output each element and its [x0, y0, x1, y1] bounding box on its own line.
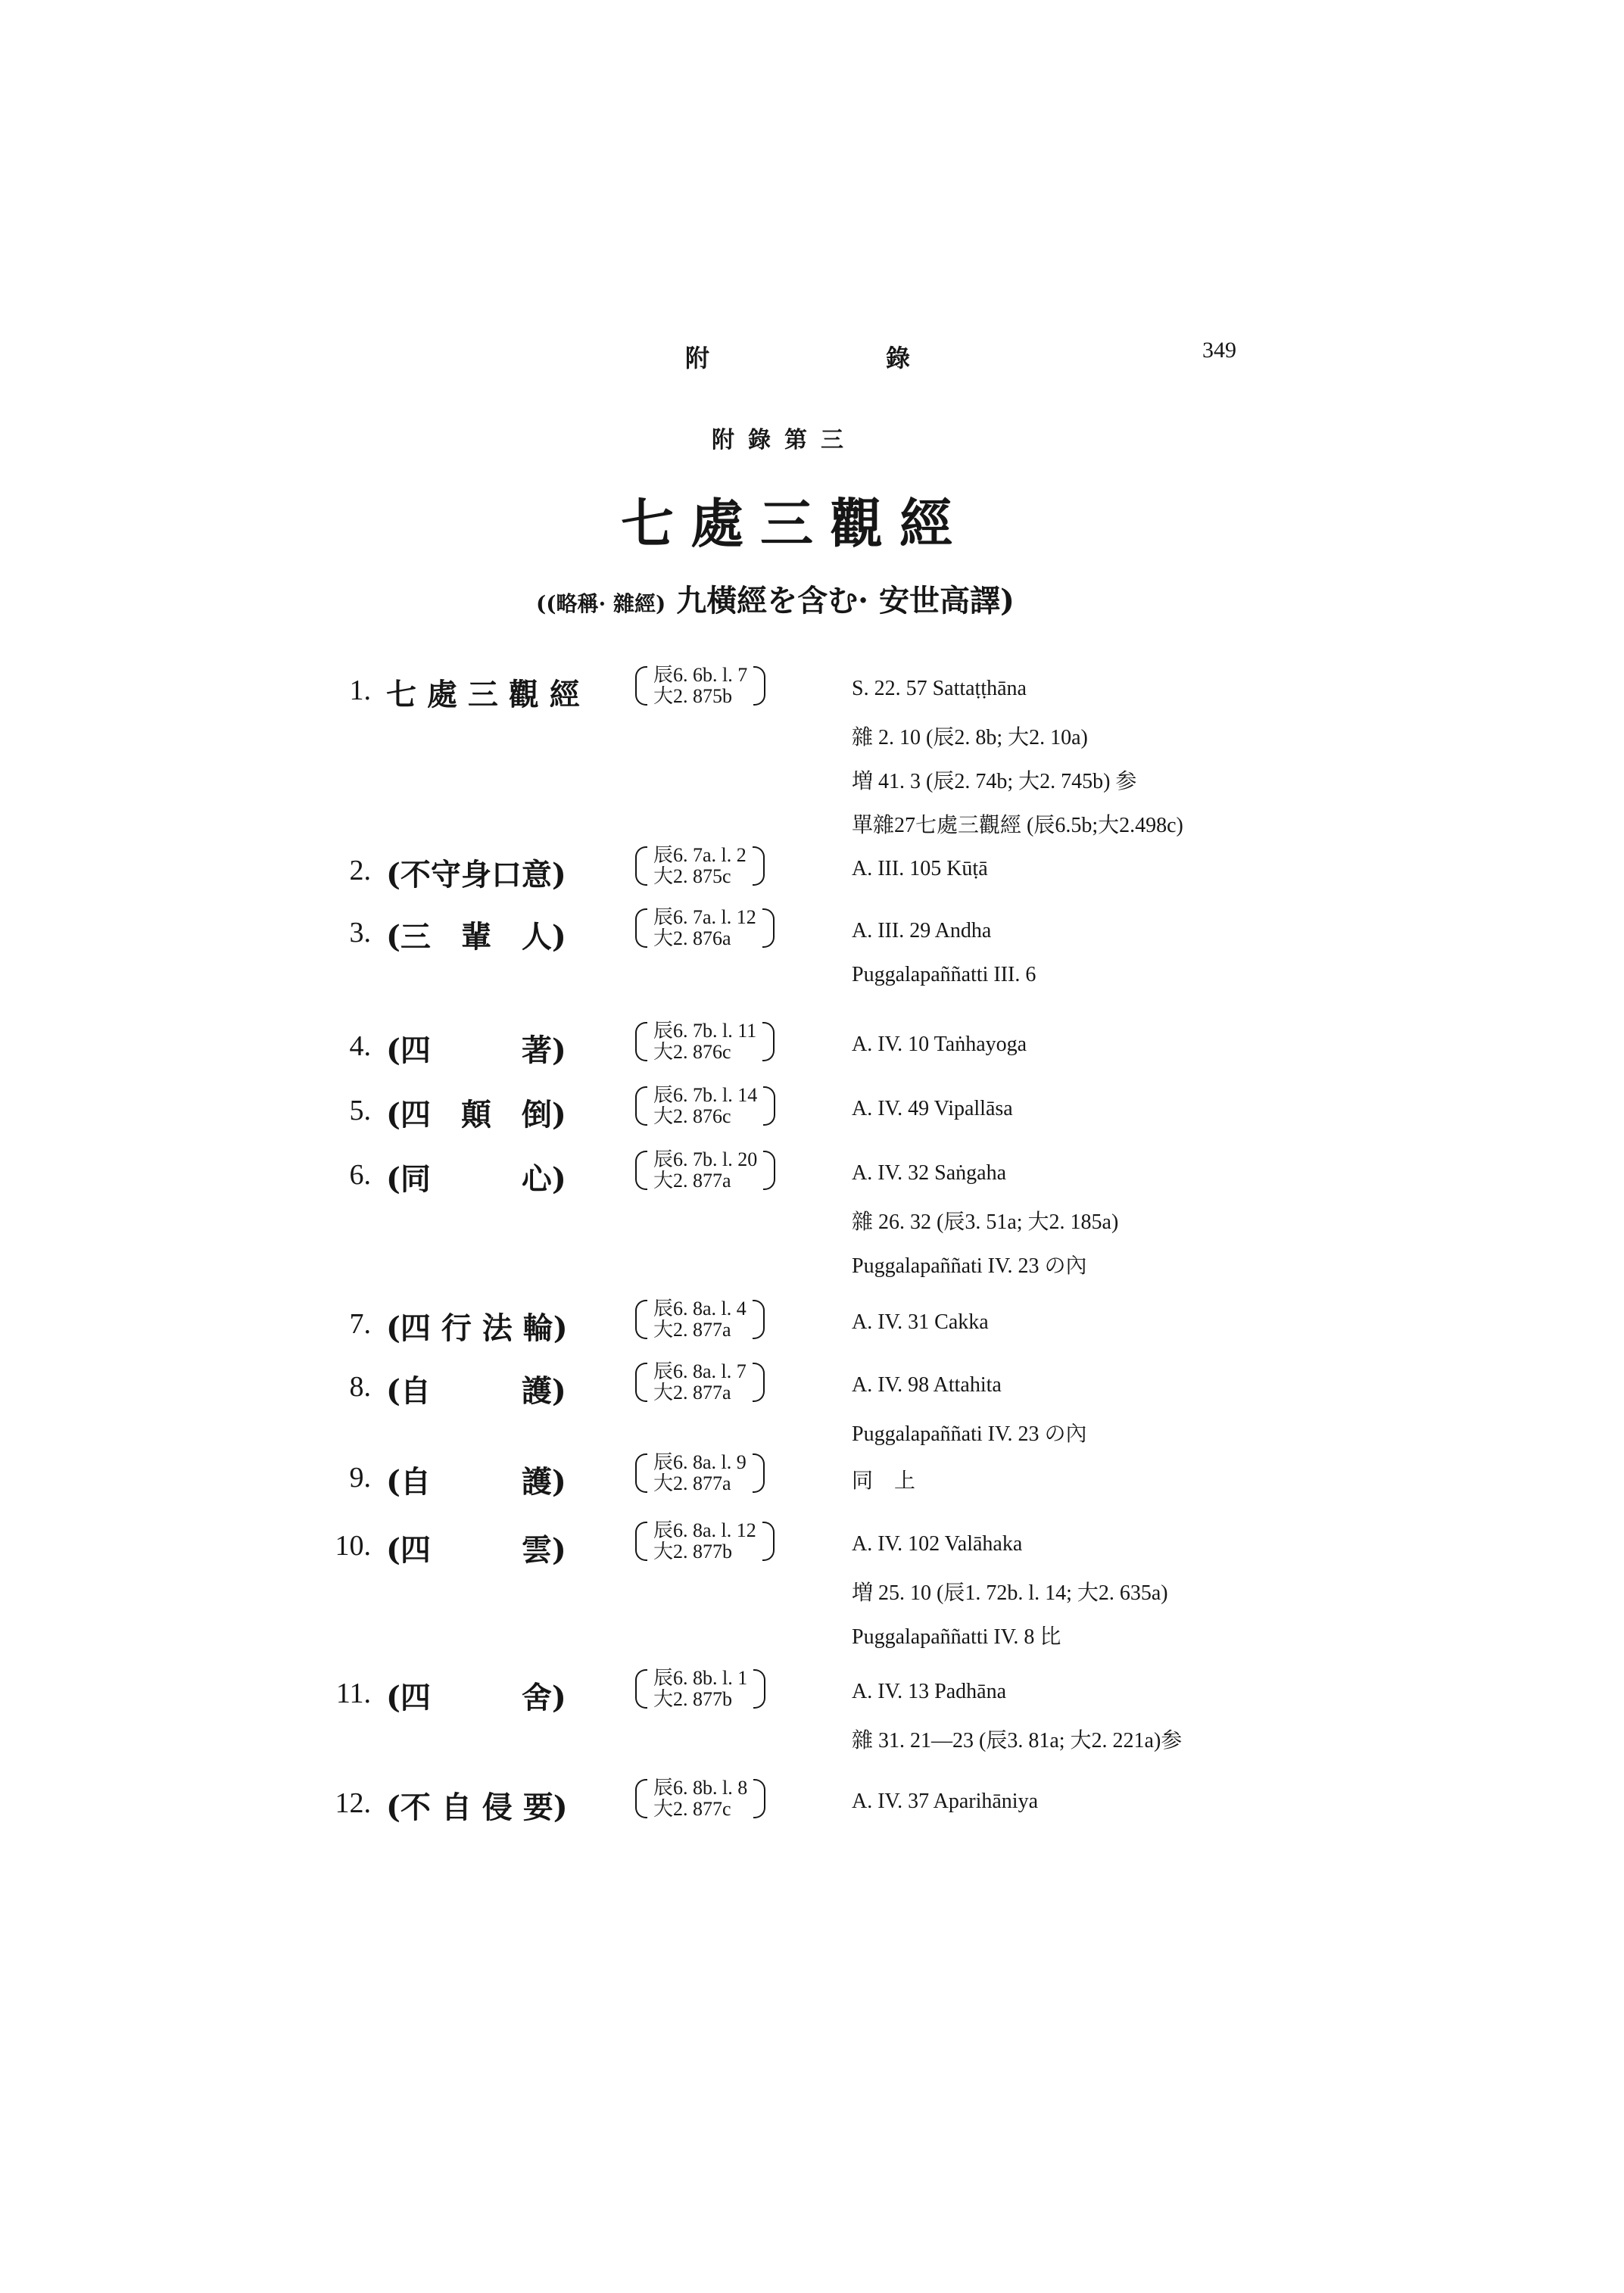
reference-line-2: 大2. 877a	[653, 1319, 731, 1341]
canon-reference	[632, 1149, 778, 1192]
canon-reference	[632, 1668, 768, 1710]
correspondence-line: A. IV. 31 Cakka	[852, 1310, 989, 1334]
reference-line-1: 辰6. 7b. l. 11	[653, 1020, 757, 1042]
reference-line-2: 大2. 875b	[653, 685, 733, 707]
correspondence-line: A. IV. 13 Padhāna	[852, 1680, 1007, 1703]
canon-reference	[632, 1777, 768, 1820]
reference-line-2: 大2. 875c	[653, 865, 731, 887]
correspondence-line: A. IV. 98 Attahita	[852, 1373, 1002, 1397]
canon-reference	[632, 1020, 778, 1063]
sutra-name: (自 護)	[386, 1464, 566, 1500]
correspondence-line: A. IV. 32 Saṅgaha	[852, 1161, 1007, 1185]
reference-line-1: 辰6. 8a. l. 4	[653, 1298, 747, 1319]
reference-line-1: 辰6. 7b. l. 14	[653, 1084, 758, 1106]
canon-reference	[632, 1361, 768, 1404]
entry-number: 12.	[335, 1787, 371, 1819]
reference-line-2: 大2. 876c	[653, 1041, 731, 1063]
reference-line-1: 辰6. 8a. l. 12	[653, 1519, 756, 1541]
entry-number: 2.	[349, 855, 371, 886]
sutra-name: (三 輩 人)	[386, 919, 566, 955]
subtitle-abbreviation: ((略稱· 雜經)	[536, 591, 666, 616]
canon-reference	[632, 665, 768, 707]
correspondence-line: S. 22. 57 Sattaṭṭhāna	[852, 677, 1027, 700]
reference-line-2: 大2. 876c	[653, 1105, 731, 1127]
entry-number: 5.	[349, 1095, 371, 1126]
correspondence-line: Puggalapaññatti IV. 8 比	[852, 1625, 1061, 1649]
canon-reference	[632, 1085, 778, 1127]
reference-line-1: 辰6. 7b. l. 20	[653, 1148, 758, 1170]
correspondence-line: A. III. 29 Andha	[852, 919, 992, 942]
subtitle	[536, 577, 1015, 620]
reference-line-2: 大2. 877a	[653, 1170, 731, 1192]
correspondence-line: Puggalapaññati IV. 23 の內	[852, 1254, 1087, 1278]
correspondence-line: A. IV. 37 Aparihāniya	[852, 1790, 1038, 1813]
correspondence-line: A. IV. 102 Valāhaka	[852, 1532, 1023, 1556]
correspondence-line: 雜 26. 32 (辰3. 51a; 大2. 185a)	[852, 1210, 1119, 1234]
correspondence-line: 増 41. 3 (辰2. 74b; 大2. 745b) 参	[852, 770, 1137, 793]
reference-line-2: 大2. 877b	[653, 1541, 733, 1562]
sutra-name: (四 顛 倒)	[386, 1097, 566, 1132]
appendix-label: 附錄第三	[712, 427, 857, 453]
sutra-name: (四 舍)	[386, 1680, 566, 1715]
correspondence-line: 雜 2. 10 (辰2. 8b; 大2. 10a)	[852, 726, 1088, 749]
reference-line-2: 大2. 877c	[653, 1798, 731, 1820]
sutra-name: (四 著)	[386, 1033, 566, 1068]
reference-line-2: 大2. 877a	[653, 1382, 731, 1404]
reference-line-1: 辰6. 8a. l. 7	[653, 1360, 747, 1382]
entry-number: 10.	[335, 1530, 371, 1562]
canon-reference	[632, 1452, 768, 1494]
entry-number: 11.	[335, 1678, 371, 1709]
correspondence-line: 増 25. 10 (辰1. 72b. l. 14; 大2. 635a)	[852, 1581, 1168, 1605]
entry-number: 6.	[349, 1159, 371, 1191]
canon-reference	[632, 907, 778, 949]
correspondence-line: 雜 31. 21—23 (辰3. 81a; 大2. 221a)参	[852, 1729, 1183, 1752]
reference-line-1: 辰6. 7a. l. 12	[653, 906, 756, 928]
sutra-name: (不守身口意)	[386, 857, 566, 893]
sutra-name: (同 心)	[386, 1161, 566, 1197]
correspondence-line: A. III. 105 Kūṭā	[852, 857, 988, 880]
entry-number: 8.	[349, 1371, 371, 1403]
page-title: 七處三觀經	[621, 492, 969, 555]
reference-line-1: 辰6. 7a. l. 2	[653, 844, 747, 866]
sutra-name: (自 護)	[386, 1373, 566, 1409]
correspondence-line: A. IV. 49 Vipallāsa	[852, 1097, 1013, 1120]
entry-number: 7.	[349, 1308, 371, 1340]
entry-number: 1.	[349, 675, 371, 706]
entry-number: 3.	[349, 917, 371, 949]
reference-line-2: 大2. 876a	[653, 927, 731, 949]
sutra-name: (四 雲)	[386, 1532, 566, 1568]
reference-line-2: 大2. 877a	[653, 1472, 731, 1494]
correspondence-line: 同 上	[852, 1469, 916, 1493]
canon-reference	[632, 845, 768, 887]
correspondence-line: 單雜27七處三觀經 (辰6.5b;大2.498c)	[852, 814, 1183, 837]
correspondence-line: A. IV. 10 Taṅhayoga	[852, 1033, 1027, 1056]
correspondence-line: Puggalapaññatti III. 6	[852, 963, 1036, 986]
subtitle-main: 九橫經を含む· 安世高譯)	[676, 583, 1015, 618]
running-header-left: 附	[685, 344, 710, 372]
sutra-name: (不 自 侵 要)	[386, 1790, 568, 1825]
canon-reference	[632, 1520, 778, 1562]
running-header-right: 錄	[886, 344, 911, 372]
reference-line-1: 辰6. 8b. l. 8	[653, 1777, 748, 1799]
sutra-name: (四 行 法 輪)	[386, 1310, 568, 1346]
entry-number: 4.	[349, 1030, 371, 1062]
sutra-name: 七 處 三 觀 經	[386, 677, 580, 712]
entry-number: 9.	[349, 1462, 371, 1494]
canon-reference	[632, 1298, 768, 1341]
reference-line-2: 大2. 877b	[653, 1688, 733, 1710]
reference-line-1: 辰6. 8a. l. 9	[653, 1451, 747, 1473]
reference-line-1: 辰6. 6b. l. 7	[653, 664, 748, 686]
reference-line-1: 辰6. 8b. l. 1	[653, 1667, 748, 1689]
page-number: 349	[1202, 338, 1236, 363]
correspondence-line: Puggalapaññati IV. 23 の內	[852, 1422, 1087, 1446]
